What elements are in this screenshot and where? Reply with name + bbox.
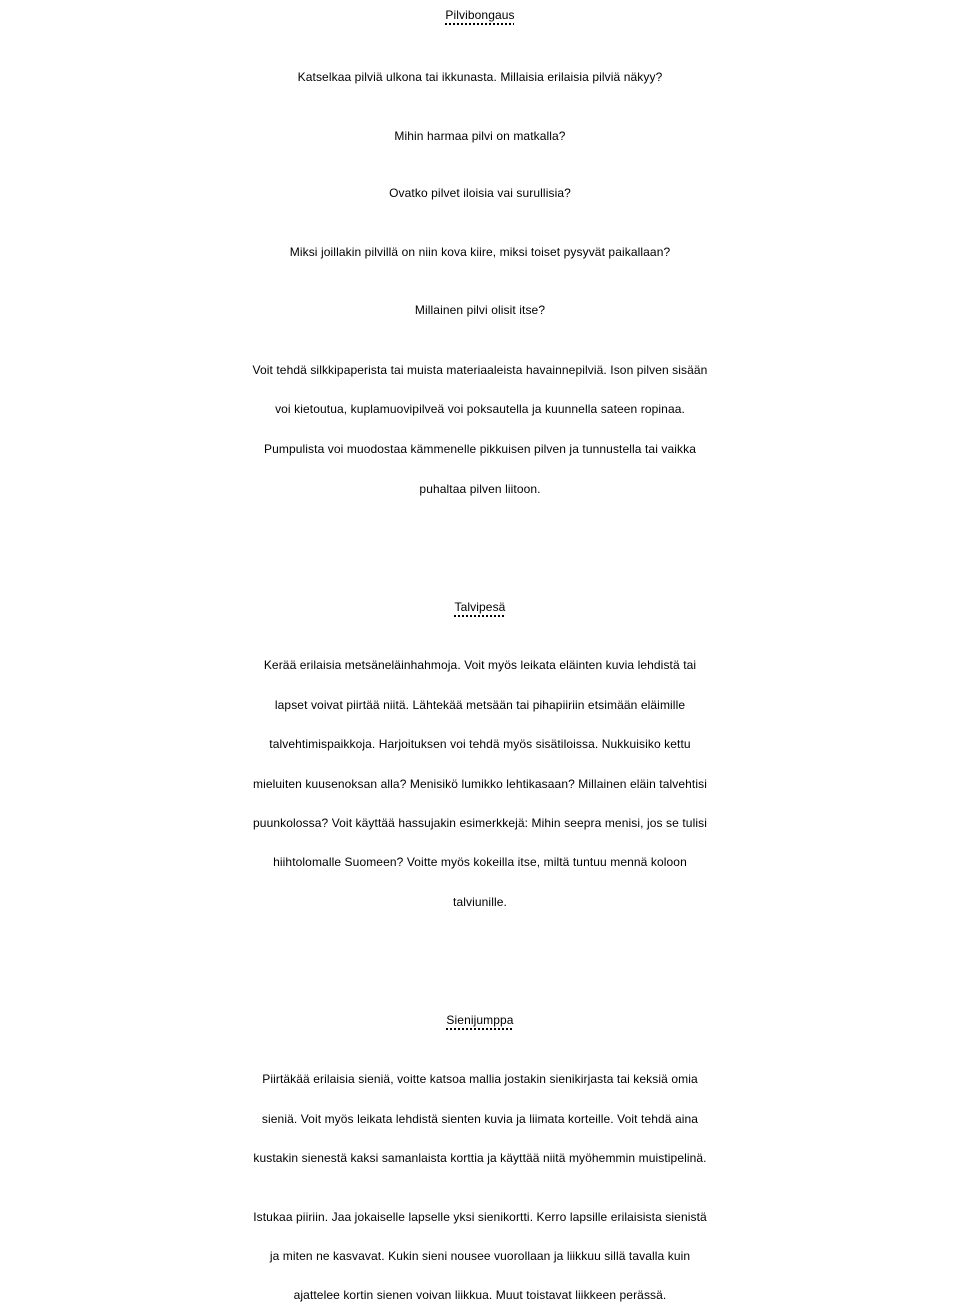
paragraph-line: puhaltaa pilven liitoon. xyxy=(419,482,541,496)
paragraph-line: kustakin sienestä kaksi samanlaista korttia ja käyttää niitä myöhemmin muistipelinä. xyxy=(253,1151,707,1165)
section-heading-sienijumppa: Sienijumppa xyxy=(446,1013,514,1027)
paragraph-line: Katselkaa pilviä ulkona tai ikkunasta. Millaisia erilaisia pilviä näkyy? xyxy=(297,70,663,84)
paragraph-line: Voit tehdä silkkipaperista tai muista materiaaleista havainnepilviä. Ison pilven sisään xyxy=(252,363,708,377)
paragraph-line: sieniä. Voit myös leikata lehdistä sienten kuvia ja liimata korteille. Voit tehdä aina xyxy=(261,1112,699,1126)
paragraph-line: talviunille. xyxy=(453,895,507,909)
paragraph-line: hiihtolomalle Suomeen? Voitte myös kokeilla itse, miltä tuntuu mennä koloon xyxy=(273,855,687,869)
paragraph-line: Istukaa piiriin. Jaa jokaiselle lapselle yksi sienikortti. Kerro lapsille erilaisista sienistä xyxy=(253,1210,707,1224)
paragraph-line: Mihin harmaa pilvi on matkalla? xyxy=(394,129,566,143)
section-heading-pilvibongaus: Pilvibongaus xyxy=(445,8,515,22)
paragraph-line: Millainen pilvi olisit itse? xyxy=(414,303,546,317)
paragraph-line: ajattelee kortin sienen voivan liikkua. Muut toistavat liikkeen perässä. xyxy=(293,1288,667,1302)
paragraph-line: Piirtäkää erilaisia sieniä, voitte katsoa mallia jostakin sienikirjasta tai keksiä omia xyxy=(262,1072,698,1086)
paragraph-line: Ovatko pilvet iloisia vai surullisia? xyxy=(389,186,571,200)
paragraph-line: Miksi joillakin pilvillä on niin kova kiire, miksi toiset pysyvät paikallaan? xyxy=(289,245,671,259)
paragraph-line: puunkolossa? Voit käyttää hassujakin esimerkkejä: Mihin seepra menisi, jos se tulisi xyxy=(253,816,707,830)
paragraph-line: voi kietoutua, kuplamuovipilveä voi poksautella ja kuunnella sateen ropinaa. xyxy=(275,402,685,416)
paragraph-line: talvehtimispaikkoja. Harjoituksen voi tehdä myös sisätiloissa. Nukkuisiko kettu xyxy=(269,737,691,751)
section-heading-talvipesa: Talvipesä xyxy=(454,600,506,614)
paragraph-line: lapset voivat piirtää niitä. Lähtekää metsään tai pihapiiriin etsimään eläimille xyxy=(274,698,686,712)
paragraph-line: Kerää erilaisia metsäneläinhahmoja. Voit myös leikata eläinten kuvia lehdistä tai xyxy=(263,658,697,672)
paragraph-line: ja miten ne kasvavat. Kukin sieni nousee vuorollaan ja liikkuu sillä tavalla kuin xyxy=(269,1249,691,1263)
paragraph-line: Pumpulista voi muodostaa kämmenelle pikkuisen pilven ja tunnustella tai vaikka xyxy=(263,442,697,456)
paragraph-line: mieluiten kuusenoksan alla? Menisikö lumikko lehtikasaan? Millainen eläin talvehtisi xyxy=(253,777,707,791)
